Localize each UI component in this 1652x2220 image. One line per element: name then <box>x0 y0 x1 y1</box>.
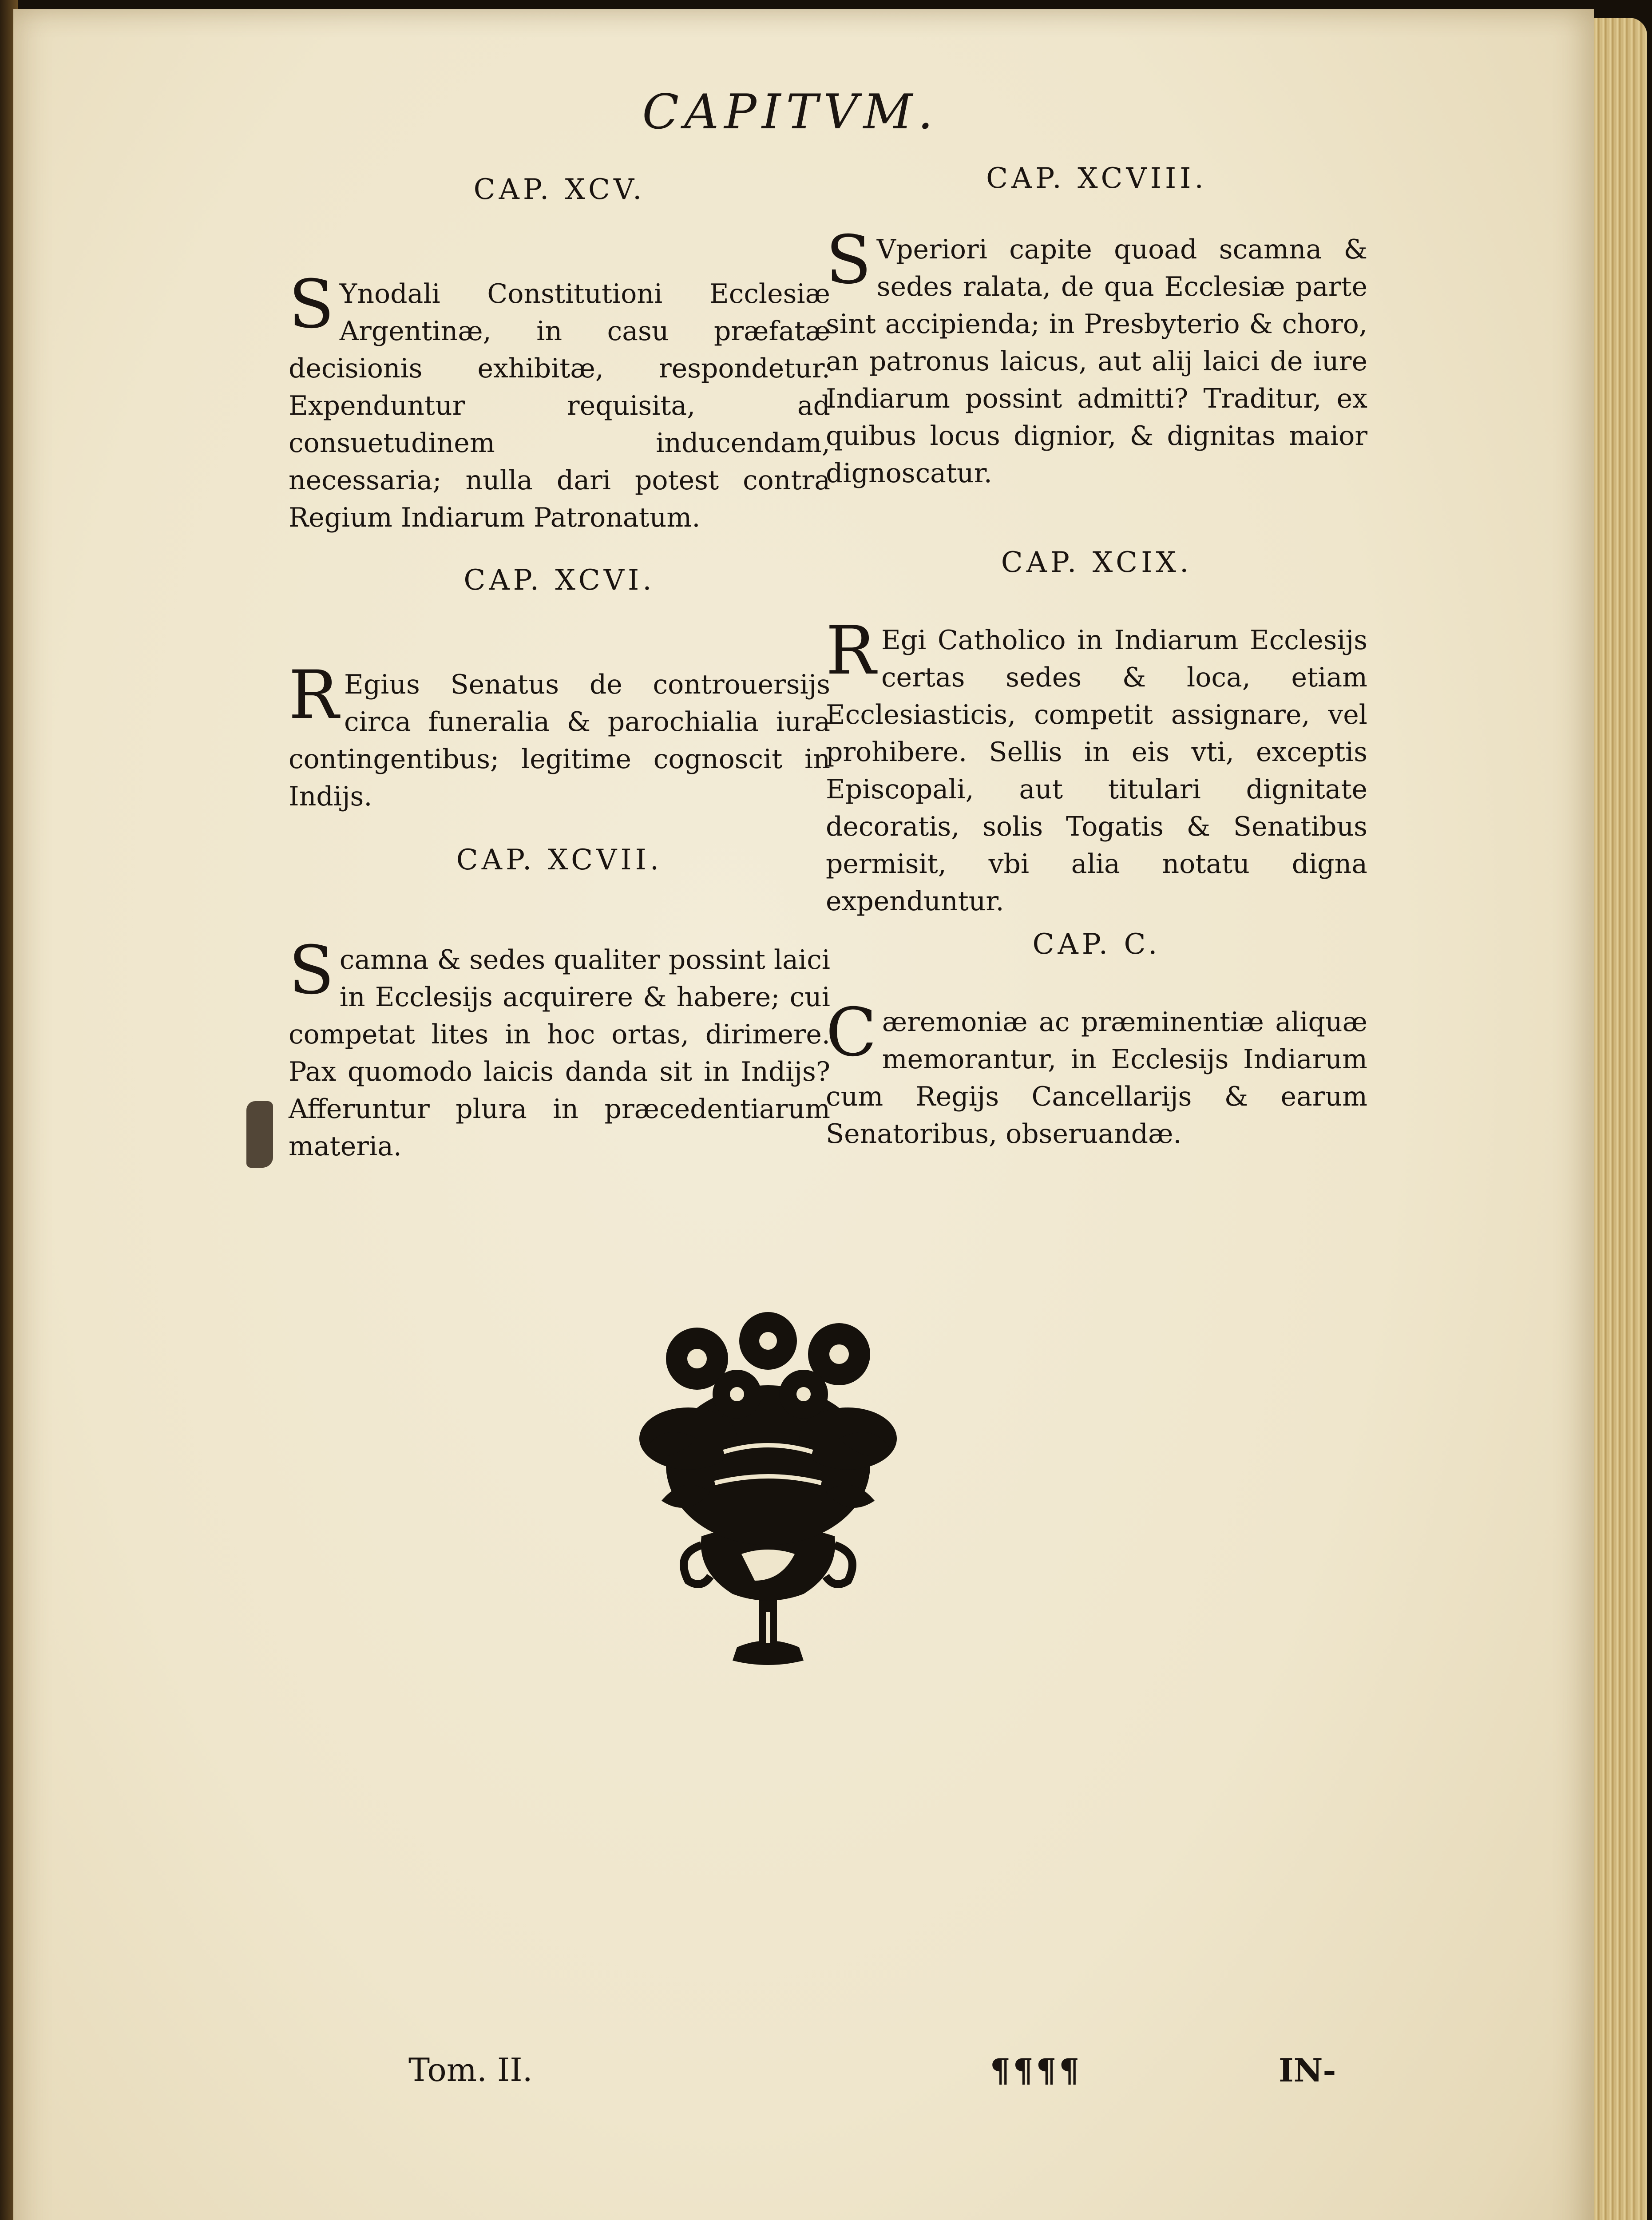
drop-initial: S <box>289 932 334 1009</box>
summary-text: Egius Senatus de controuersijs circa funeralia & parochialia iura contingentibus; legitime cognoscit in Indijs. <box>289 669 830 812</box>
page-stack-edge <box>1594 18 1647 2220</box>
chapter-heading: CAP. XCV. <box>473 173 646 206</box>
chapter-heading: CAP. C. <box>1032 928 1161 961</box>
drop-initial: C <box>826 994 877 1071</box>
chapter-heading: CAP. XCVIII. <box>986 162 1207 195</box>
summary-text: æremoniæ ac præminentiæ aliquæ memorantur, in Ecclesijs Indiarum cum Regijs Cancellarijs & earum Senatoribus, obseruandæ. <box>826 1007 1367 1150</box>
chapter-summary <box>826 222 1367 492</box>
chapter-summary <box>289 266 830 536</box>
drop-initial: S <box>289 266 334 343</box>
chapter-summary <box>289 657 830 815</box>
vase-ornament-icon <box>635 1305 901 1669</box>
tome-number: Tom. II. <box>408 2051 533 2089</box>
chapter-heading: CAP. XCIX. <box>1001 546 1192 579</box>
catchword: IN- <box>1279 2051 1336 2089</box>
chapter-heading: CAP. XCVII. <box>456 844 663 876</box>
right-column <box>826 9 1367 1208</box>
left-column <box>289 9 830 1208</box>
drop-initial: R <box>289 657 339 734</box>
book-page <box>13 9 1594 2220</box>
chapter-heading: CAP. XCVI. <box>464 564 655 597</box>
chapter-summary <box>289 932 830 1165</box>
chapter-summary <box>826 612 1367 920</box>
summary-text: Egi Catholico in Indiarum Ecclesijs certas sedes & loca, etiam Ecclesiasticis, competit assignare, vel prohibere. Sellis in eis vti, exceptis Episcopali, aut titulari dignitate decoratis, solis Togatis & Senatibus permisit, vbi alia notatu digna expenduntur. <box>826 625 1367 917</box>
drop-initial: R <box>826 612 876 690</box>
chapter-summary <box>826 994 1367 1153</box>
signature-mark: ¶¶¶¶ <box>990 2051 1082 2089</box>
summary-text: Ynodali Constitutioni Ecclesiæ Argentinæ, in casu præfatæ decisionis exhibitæ, respondetur. Expenduntur requisita, ad consuetudinem inducendam, necessaria; nulla dari potest contra Regium Indiarum Patronatum. <box>289 278 830 533</box>
drop-initial: S <box>826 222 872 299</box>
summary-text: camna & sedes qualiter possint laici in Ecclesijs acquirere & habere; cui competat lites in hoc ortas, dirimere. Pax quomodo laicis danda sit in Indijs? Afferuntur plura in præcedentiarum materia. <box>289 944 830 1162</box>
running-head: CAPITVM. <box>642 84 939 140</box>
summary-text: Vperiori capite quoad scamna & sedes ralata, de qua Ecclesiæ parte sint accipienda; in Presbyterio & choro, an patronus laicus, aut alij laici de iure Indiarum possint admitti? Traditur, ex quibus locus dignior, & dignitas maior dignoscatur. <box>826 234 1367 489</box>
ink-blot <box>246 1101 273 1168</box>
